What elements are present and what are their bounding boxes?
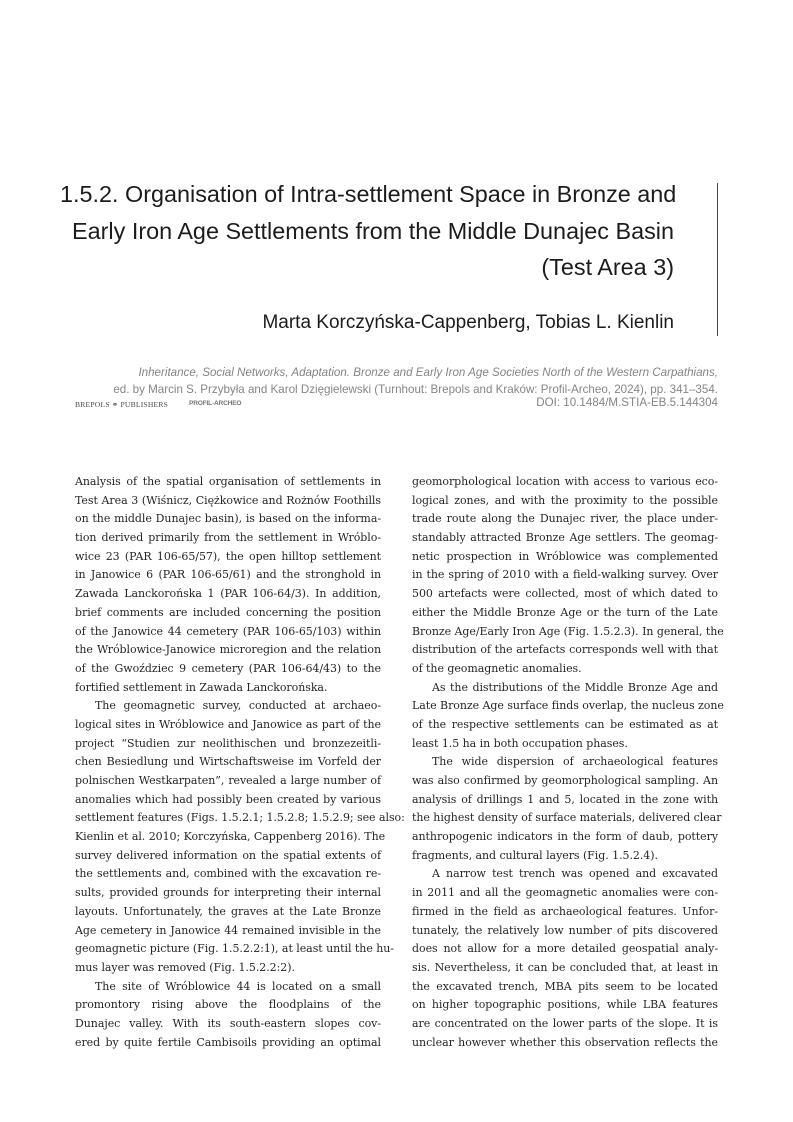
body-line: geomagnetic picture (Fig. 1.5.2.2:1), at least until the hu- <box>75 942 394 956</box>
citation-block <box>75 364 718 398</box>
body-line: logical sites in Wróblowice and Janowice as part of the <box>75 717 381 731</box>
body-line: netic prospection in Wróblowice was complemented <box>412 549 718 563</box>
body-line: ered by quite fertile Cambisoils providing an optimal <box>75 1035 381 1049</box>
left-column <box>75 473 405 1052</box>
body-line: Bronze Age/Early Iron Age (Fig. 1.5.2.3). In general, the <box>412 624 724 638</box>
title-line-3: (Test Area 3) <box>541 254 674 280</box>
body-line: Late Bronze Age surface finds overlap, the nucleus zone <box>412 699 724 713</box>
body-line: Analysis of the spatial organisation of settlements in <box>75 475 381 488</box>
body-line: least 1.5 ha in both occupation phases. <box>412 736 628 750</box>
body-line: Zawada Lanckorońska 1 (PAR 106-64/3). In addition, <box>75 587 381 601</box>
body-line: in Janowice 6 (PAR 106-65/61) and the stronghold in <box>75 568 381 582</box>
body-line: logical zones, and with the proximity to the possible <box>412 493 718 507</box>
body-line: Dunajec valley. With its south-eastern slopes cov- <box>75 1016 381 1030</box>
body-line: of the Gwoździec 9 cemetery (PAR 106-64/43) to the <box>75 661 381 675</box>
body-line: on higher topographic positions, while LBA features <box>412 998 718 1012</box>
body-line: standably attracted Bronze Age settlers. The geomag- <box>412 531 718 545</box>
body-line: fortified settlement in Zawada Lanckorońska. <box>75 680 328 694</box>
title-rule <box>717 183 718 336</box>
body-line: The site of Wróblowice 44 is located on a small <box>95 979 381 993</box>
body-line: The wide dispersion of archaeological features <box>432 755 718 769</box>
body-line: trade route along the Dunajec river, the place under- <box>412 512 718 526</box>
body-line: in 2011 and all the geomagnetic anomalies were con- <box>412 886 718 900</box>
body-line: project “Studien zur neolithischen und bronzezeitli- <box>75 736 381 750</box>
body-line: tunately, the relatively low number of pits discovered <box>412 923 718 937</box>
body-line: the Wróblowice-Janowice microregion and the relation <box>75 643 381 657</box>
body-line: Test Area 3 (Wiśnicz, Ciężkowice and Rożnów Foothills <box>75 493 381 507</box>
body-line: the excavated trench, MBA pits seem to be located <box>412 979 718 993</box>
body-line: chen Besiedlung und Wirtschaftsweise im Vorfeld der <box>75 755 381 769</box>
body-line: sis. Nevertheless, it can be concluded that, at least in <box>412 960 718 974</box>
body-line: The geomagnetic survey, conducted at archaeo- <box>95 699 381 713</box>
body-line: anthropogenic indicators in the form of daub, pottery <box>412 830 718 844</box>
body-line: of the Janowice 44 cemetery (PAR 106-65/103) within <box>75 624 381 638</box>
body-line: sults, provided grounds for interpreting their internal <box>75 886 381 900</box>
body-line: Kienlin et al. 2010; Korczyńska, Cappenberg 2016). The <box>75 830 386 844</box>
title-line-2: Early Iron Age Settlements from the Middle Dunajec Basin <box>72 217 674 244</box>
body-line: unclear however whether this observation reflects the <box>412 1035 718 1049</box>
doi[interactable]: DOI: 10.1484/M.STIA-EB.5.144304 <box>536 396 718 409</box>
body-line: firmed in the field as archaeological features. Unfor- <box>412 904 718 918</box>
body-line: does not allow for a more detailed geospatial analy- <box>412 942 718 956</box>
body-line: in the spring of 2010 with a field-walking survey. Over <box>412 568 718 582</box>
body-line: mus layer was removed (Fig. 1.5.2.2:2). <box>75 960 295 974</box>
body-line: was also confirmed by geomorphological sampling. An <box>412 774 718 787</box>
body-line: layouts. Unfortunately, the graves at the Late Bronze <box>75 904 381 918</box>
body-line: of the geomagnetic anomalies. <box>412 661 582 675</box>
body-line: are concentrated on the lower parts of the slope. It is <box>412 1016 718 1030</box>
citation-details: ed. by Marcin S. Przybyła and Karol Dzięgielewski (Turnhout: Brepols and Kraków: Profil-Archeo, 2024), pp. 341–354. <box>113 383 718 396</box>
body-line: As the distributions of the Middle Bronze Age and <box>432 680 718 694</box>
body-line: of the respective settlements can be estimated as at <box>412 717 718 731</box>
publisher-brepols-logo: BREPOLS ⚭ PUBLISHERS <box>75 400 169 409</box>
body-line: analysis of drillings 1 and 5, located in the zone with <box>412 792 718 806</box>
body-line: anomalies which had possibly been created by various <box>75 792 381 806</box>
body-line: Age cemetery in Janowice 44 remained invisible in the <box>75 923 381 937</box>
chapter-title <box>60 176 677 286</box>
authors: Marta Korczyńska-Cappenberg, Tobias L. Kienlin <box>262 312 674 333</box>
body-line: geomorphological location with access to various eco- <box>412 475 718 488</box>
publisher-profil-logo: PROFIL-ARCHEO <box>189 400 242 407</box>
body-line: settlement features (Figs. 1.5.2.1; 1.5.2.8; 1.5.2.9; see also: <box>75 811 405 825</box>
body-line: brief comments are included concerning the position <box>75 605 381 619</box>
citation-book-title: Inheritance, Social Networks, Adaptation. Bronze and Early Iron Age Societies North of the Western Carpathians, <box>138 366 718 379</box>
right-column <box>412 473 724 1052</box>
body-line: fragments, and cultural layers (Fig. 1.5.2.4). <box>412 848 658 862</box>
body-line: distribution of the artefacts corresponds well with that <box>412 643 718 657</box>
body-line: the settlements and, combined with the excavation re- <box>75 867 381 881</box>
body-line: on the middle Dunajec basin), is based on the informa- <box>75 512 381 526</box>
body-line: wice 23 (PAR 106-65/57), the open hilltop settlement <box>75 549 381 563</box>
body-line: the highest density of surface materials, delivered clear <box>412 811 722 825</box>
body-line: A narrow test trench was opened and excavated <box>432 867 718 881</box>
body-line: 500 artefacts were collected, most of which dated to <box>412 587 718 601</box>
body-line: either the Middle Bronze Age or the turn of the Late <box>412 605 718 619</box>
body-line: promontory rising above the floodplains of the <box>75 998 381 1012</box>
body-line: tion derived primarily from the settlement in Wróblo- <box>75 531 381 545</box>
body-line: polnischen Westkarpaten”, revealed a large number of <box>75 774 381 787</box>
title-line-1: 1.5.2. Organisation of Intra-settlement Space in Bronze and <box>60 181 677 207</box>
body-line: survey delivered information on the spatial extents of <box>75 848 381 862</box>
